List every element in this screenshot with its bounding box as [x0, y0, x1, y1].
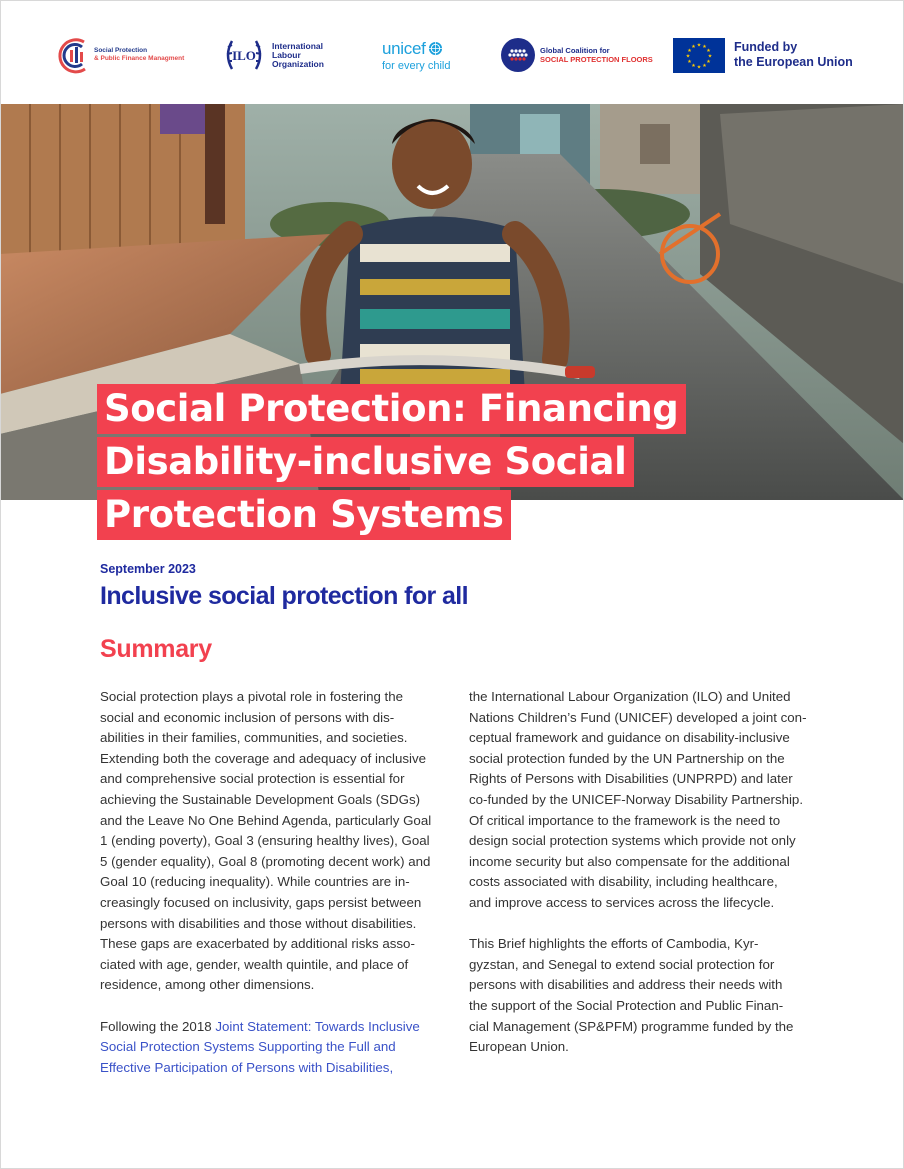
document-title	[97, 384, 679, 543]
summary-heading: Summary	[100, 635, 212, 663]
ilo-line1: International	[272, 40, 324, 51]
svg-text:★: ★	[687, 58, 692, 65]
ilo-logo	[222, 30, 324, 80]
paragraph	[100, 1017, 440, 1079]
ilo-line2: Labour	[272, 49, 301, 60]
gcspf-logo	[501, 30, 653, 80]
gcspf-line2: SOCIAL PROTECTION FLOORS	[540, 55, 653, 64]
svg-text:★: ★	[691, 62, 696, 69]
coalition-dots-icon	[501, 38, 535, 72]
eu-logo	[673, 30, 853, 80]
paragraph: the International Labour Organization (ILO) and United Nations Children’s Fund (UNICEF) developed a joint con- ceptual framework and guidance on disability-inclusive social protection funded by the UN Partnership on the Rights of Persons with Disabilities (UNPRPD) and later co-funded by the UNICEF-Norway Disability Partnership. Of critical importance to the framework is the need to design social protection systems which provide not only income security but also compensate for the additional costs associated with disability, including healthcare, and improve access to services across the lifecycle.	[469, 689, 807, 910]
paragraph-text: Following the 2018	[100, 1018, 216, 1034]
svg-text:★: ★	[687, 47, 692, 54]
joint-statement-link[interactable]: Joint Statement: Towards Inclusive Social Protection Systems Supporting the Full and Effective Participation of Persons with Disabilities,	[100, 1018, 420, 1075]
svg-text:★: ★	[685, 53, 691, 59]
eu-line1: Funded by	[734, 40, 798, 54]
svg-text:★: ★	[691, 43, 696, 50]
title-line: Disability-inclusive Social	[97, 437, 634, 487]
spfm-line2: & Public Finance Managment	[94, 55, 185, 62]
subtitle: Inclusive social protection for all	[100, 582, 468, 610]
svg-text:★: ★	[706, 47, 711, 54]
svg-text:★: ★	[696, 42, 702, 48]
spfm-emblem-icon	[58, 33, 90, 77]
eu-line2: the European Union	[734, 55, 853, 69]
spfm-line1: Social Protection	[94, 47, 148, 54]
paragraph: This Brief highlights the efforts of Cambodia, Kyr- gyzstan, and Senegal to extend social protection for persons with disabilities and address their needs with the support of the Social Protection and Public Finan- cial Management (SP&PFM) programme funded by the European Union.	[469, 936, 794, 1055]
title-line: Social Protection: Financing	[97, 384, 686, 434]
ilo-laurel-icon	[222, 35, 266, 75]
partner-logos	[0, 0, 904, 104]
svg-text:★: ★	[706, 58, 711, 65]
title-line: Protection Systems	[97, 490, 511, 540]
unicef-logo	[382, 30, 450, 80]
paragraph: Social protection plays a pivotal role in fostering the social and economic inclusion of persons with dis- abilities in their families, communities, and societies. Extending both the coverage and adequacy of inclusive and comprehensive social protection is essential for achieving the Sustainable Development Goals (SDGs) and the Leave No One Behind Agenda, particularly Goal 1 (ending poverty), Goal 3 (ensuring healthy lives), Goal 5 (gender equality), Goal 8 (promoting decent work) and Goal 10 (reducing inequality). While countries are in- creasingly focused on inclusivity, gaps persist between persons with disabilities and those without disabilities. These gaps are exacerbated by additional risks asso- ciated with age, gender, wealth quintile, and place of residence, among other dimensions.	[100, 689, 432, 993]
ilo-line3: Organization	[272, 58, 324, 69]
svg-text:★: ★	[702, 43, 707, 50]
left-column	[100, 687, 440, 1078]
svg-text:★: ★	[707, 53, 713, 59]
gcspf-line1: Global Coalition for	[540, 46, 610, 55]
ilo-emblem-text: ILO	[232, 48, 256, 63]
svg-text:★: ★	[696, 64, 702, 70]
publication-date: September 2023	[100, 562, 196, 576]
globe-icon	[428, 41, 443, 56]
unicef-name: unicef	[382, 38, 426, 58]
spfm-logo	[58, 30, 184, 80]
eu-flag-icon	[673, 38, 725, 73]
right-column	[469, 687, 809, 1058]
unicef-tagline: for every child	[382, 59, 451, 72]
svg-text:★: ★	[702, 62, 707, 69]
